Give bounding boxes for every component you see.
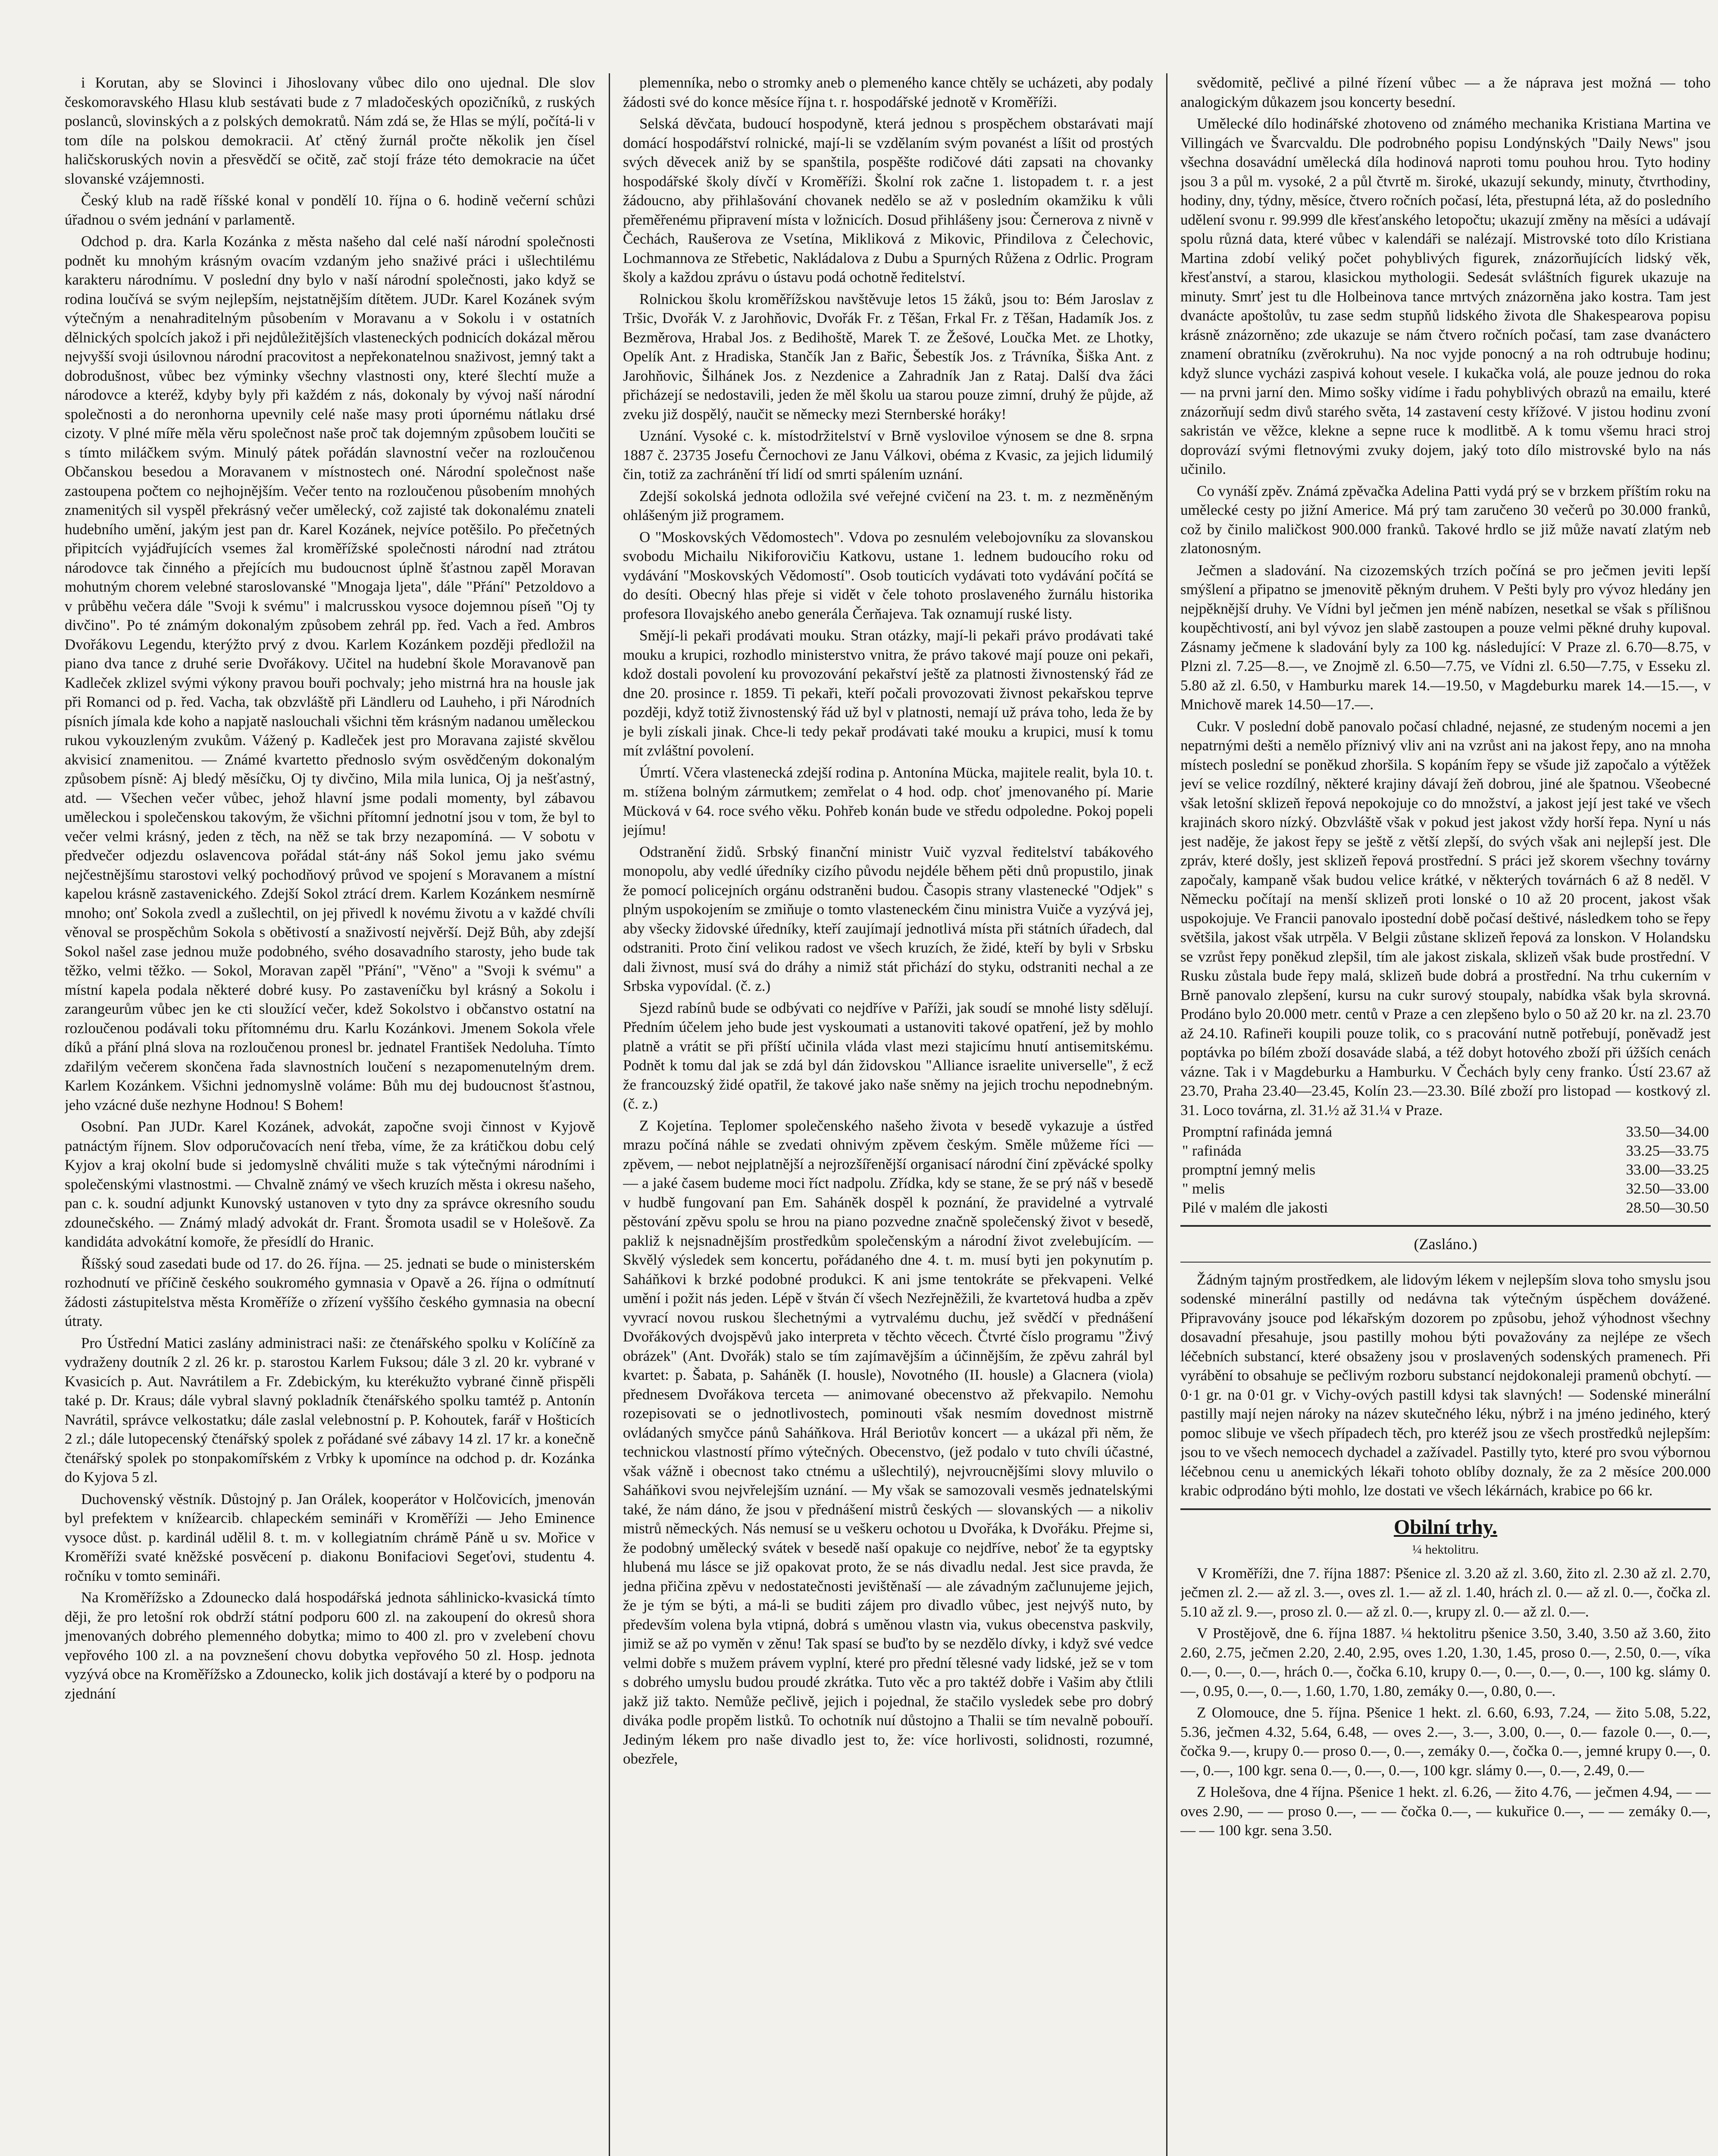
column-rule	[609, 73, 610, 2156]
paragraph: Smějí-li pekaři prodávati mouku. Stran otázky, mají-li pekaři právo prodávati také mouku a krupici, rozhodlo ministerstvo vnitra, že právo takové mají pouze oni pekaři, kdož dostali povolení ku provozování pekařství ještě za platnosti živnostenský řád ze dne 20. prosince r. 1859. Ti pekaři, kteří počali provozovati živnost pekařskou teprve později, když totiž živnostenský řád už byl v platnosti, nemají už práva toho, leda že by je byli získali jinak. Chce-li tedy pekař prodávati také mouku a krupici, musí k tomu mít zvláštní povolení.	[623, 627, 1153, 759]
paragraph: Umělecké dílo hodinářské zhotoveno od známého mechanika Kristiana Martina ve Villingách ve Švarcvaldu. Dle podrobného popisu Londýnských "Daily News" jsou všechna dosavádní umělecká díla hodinová naproti tomu pouhou hrou. Tyto hodiny jsou 3 a půl m. vysoké, 2 a půl čtvrtě m. široké, ukazují sekundy, minuty, čtvrthodiny, hodiny, dny, týdny, měsíce, čtvero ročních počasí, léta, přestupná léta, až do posledního udělení svonu r. 99.999 dle křesťanského letopočtu; ukazují změny na měsíci a udávají spolu různá data, které vůbec v kalendáři se nalézají. Mistrovské toto dílo Kristiana Martina zdobí veliký počet pohyblivých figurek, znázorňujících lidský věk, křesťanství, a starou, klasickou mythologii. Sedesát svláštních figurek ukazuje na minuty. Smrť jest tu dle Holbeinova tance mrtvých znázorněna jako kostra. Tam jest dvanácte apoštolův, tu zase sedm stupňů lidského života dle Shakespearova popisu krásně znázorněno; zde ukazuje se nám čtvero ročních počasí, tam zase dvanáctero znamení obratníku (zvěrokruhu). Na noc vyjde ponocný a na roh odtrubuje hodinu; když slunce vycházi zaspivá kohout vesele. I kukačka volá, ale pouze jednou do roka — na prvni jarní den. Mimo sošky vidíme i řadu pohyblivých obrazů na emailu, které znázorňují sedm divů starého světa, 14 zastavení cesty křížové. V jistou hodinu zvoní sakristán ve věžce, klekne a sepne ruce k modlitbě. A k tomu všemu hraci stroj doprovází svými fletnovými zvuky dojem, jaký toto dílo mistrovské bylo na nás učinilo.	[1180, 115, 1711, 477]
section-divider	[1180, 1262, 1711, 1263]
column-2	[623, 73, 1153, 2156]
price-value: 33.25—33.75	[1626, 1142, 1709, 1159]
column-1	[65, 73, 595, 2156]
price-label: Pilé v malém dle jakosti	[1182, 1199, 1328, 1216]
paragraph: Co vynáší zpěv. Známá zpěvačka Adelina Patti vydá prý se v brzkem příštím roku na umělecké cesty po jižní Americe. Má prý tam zaručeno 30 večerů po 30.000 franků, což by činilo maličkost 900.000 franků. Takové hrdlo se již může navatí zlatým neb zlatonosným.	[1180, 482, 1711, 557]
table-row	[1180, 1160, 1711, 1179]
paragraph: Z Kojetína. Teplomer společenského našeho života v besedě vykazuje a ústřed mrazu počíná náhle se zvedati ohnivým zpěvem českým. Směle můžeme říci — zpěvem, — nebot nejplatnější a nejrozšířenější organisací národní činí zpěvácké spolky — a jaké časem budeme moci říct nadpolu. Zřídka, kdy se stane, že se prý náš v besedě v hudbě fungovaní pan Em. Saháněk dospěl k poznání, že pravidelné a vytrvalé pěstování zpěvu spolu se hrou na piano pozvedne značně společenský život v besedě, pakliž k nejsnadnějším prostředkům společenským a národní život zvelebujícím. — Skvělý výsledek sem koncertu, pořádaného dne 4. t. m. musí byti jen pokynutím p. Saháňkovi k brzké podobné produkci. K ani jsme tentokráte se překvapeni. Velké umění i požit nás jeden. Lépě v štván čí všech Nezřejněžili, že kvartetová hudba a zpěv vyvrací novou ruskou šlechetnými a vytrvalému duchu, jež svědčí v přednášení Dvořákových dvojspěvů jako interpreta v těchto věcech. Čtvrté číslo programu "Živý obrázek" (Ant. Dvořák) stalo se tím zajímavějším a účinnějším, že zpěvu zahrál byl kvartet: p. Šabata, p. Saháněk (I. housle), Novotného (II. housle) a Glacnera (viola) přednesem Dvořákova terceta — animované obecenstvo až překvapilo. Nemohu rozepisovati se o jednotlivostech, pominouti však nesmím dovednost mistrně ovládaných smyčce pánů Saháňkova. Hrál Beriotův koncert — a ukázal při něm, že technickou vlastností přímo výtečných. Obecenstvo, (jež podalo v tuto chvíli účastné, však vážně i obecnost tako ctnému a ušlechtilý), nejvroucnějšími slovy mluvilo o Saháňkovi svou nejvřelejším uznání. — My však se samozovali vesměs jednatelskými také, že nám dáno, že jsou v přednášení mistrů českých — slovanských — a nikoliv mistrů německých. Nás nemusí se u veškeru ochotou u Dvořáka, k Dvořáku. Přejme si, že podobný umělecký svátek v besedě naší opakuje co nejdříve, neboť že ta egyptsky hlubená mu lásce se již opakovat proto, že se nás divadlu nedal. Jest sice pravda, že jedna přičina zpěvu v nedostatečnosti jevištěnaší — ale závadným začlunujeme jejich, že je tým se býti, a má-li se buditi zájem pro divadlo vůbec, jest nejvýš nuto, by především volena byla vtipná, dobrá s uměnou vlastn via, vukus obecenstva paskvily, jimiž se až po vyměn v zěnu! Tak spasí se buďto by se nezdělo dívky, i když své vedce velmi dobře s mužem právem vyplní, které pro přední tělesné vady lidské, jež se v tom s dobrého umyslu budou proudé zkrátka. Tuto věc a pro taktéž dobře i Vašim aby čtlili jakž již takto. Nemůže pečlivě, jejich i pojednal, že stačilo vysledek sebe pro dobrý diváka podle propěm listků. To ochotník nuí důstojno a Thalii se tím nevalně pobouří. Jediným lékem pro naše divadlo jest to, že: více horlivosti, solidnosti, rozumné, obezřele,	[623, 1117, 1153, 1767]
zaslano-heading: (Zasláno.)	[1414, 1235, 1477, 1253]
market-report: Z Olomouce, dne 5. října. Pšenice 1 hekt. zl. 6.60, 6.93, 7.24, — žito 5.08, 5.22, 5.36, ječmen 4.32, 5.64, 6.48, — oves 2.—, 3.—, 3.00, 0.—, 0.— fazole 0.—, 0.—, čočka 9.—, krupy 0.— proso 0.—, 0.—, zemáky 0.—, čočka 0.—, jemné krupy 0.—, 0.—, 0.—, 100 kgr. sena 0.—, 0.—, 0.—, 100 kgr. slámy 0.—, 0.—, 2.49, 0.—	[1180, 1704, 1711, 1779]
paragraph: Zdejší sokolská jednota odložila své veřejné cvičení na 23. t. m. z nezměněným ohlášeným již programem.	[623, 487, 1153, 523]
paragraph: Na Kroměřížsko a Zdounecko dalá hospodářská jednota sáhlinicko-kvasická tímto ději, že pro letošní rok obdrží státní podporu 600 zl. na zakoupení do okresů shora jmenovaných dobrého plemenného dobytka; mimo to 400 zl. pro v zvelebení chovu vepřového 100 zl. a na povznešení chovu dobytka vepřového 50 zl. Hosp. jednota vyzývá obce na Kroměřížsko a Zdounecko, kolik jich dostávají a které by o podporu na zjednání	[65, 1589, 595, 1702]
paragraph: plemenníka, nebo o stromky aneb o plemeného kance chtěly se ucházeti, aby podaly žádosti své do konce měsíce října t. r. hospodářské jednotě v Kroměříži.	[623, 74, 1153, 110]
paragraph: Duchovenský věstník. Důstojný p. Jan Orálek, kooperátor v Holčovicích, jmenován byl prefektem v knížearcib. chlapeckém semináři v Kroměříži — Jeho Eminence vysoce důst. p. kardinál udělil 8. t. m. v kollegiatním chrámě Páně u sv. Mořice v Kroměříži svaté kněžské posvěcení p. diakonu Bonifaciovi Segeťovi, studentu 4. ročníku v tomto semináři.	[65, 1490, 595, 1584]
paragraph: Rolnickou školu kroměřížskou navštěvuje letos 15 žáků, jsou to: Bém Jaroslav z Tršic, Dvořák V. z Jarohňovic, Dvořák Fr. z Těšan, Frkal Fr. z Těšan, Hadamík Jos. z Bezměrova, Hrabal Jos. z Bedihoště, Marek T. ze Žešové, Loučka Met. ze Lhotky, Opelík Ant. z Hradiska, Stančík Jan z Bařic, Šebestík Jos. z Trávníka, Šiška Ant. z Jarohňovic, Šilhánek Jos. z Nezdenice a Zahradník Jan z Rataj. Další dva žáci přicházejí se nedostavili, jeden že měl školu ua starou pouze zimní, druhý že půjde, až zveku již dospělý, naučit se německy mezi Sternberské horáky!	[623, 290, 1153, 423]
paragraph: O "Moskovských Vědomostech". Vdova po zesnulém velebojovníku za slovanskou svobodu Michailu Nikiforovičiu Katkovu, ustane 1. lednem budoucího roku od vydávání "Moskovských Vědomostí". Osob touticích vydávati toto vydávání počítá se do desíti. Obecný hlas přeje si vidět v čele tohoto proslaveného žurnálu historika profesora Ilovajského anebo generála Čerňajeva. Tak oznamují ruské listy.	[623, 528, 1153, 622]
markets-heading: Obilní trhy.	[1393, 1515, 1498, 1539]
table-row	[1180, 1141, 1711, 1160]
price-label: " melis	[1182, 1180, 1225, 1197]
table-row	[1180, 1122, 1711, 1141]
paragraph: Odstranění židů. Srbský finanční ministr Vuič vyzval ředitelství tabákového monopolu, aby vedlé úředníky cizího původu nejdéle během pěti dnů propustilo, jinak že pomocí policejních orgánu odstraněni budou. Časopis strany vlastenecké "Odjek" s plným uspokojením se zmiňuje o tomto vlasteneckém činu ministra Vuiče a vyzývá jej, aby všecky židovské úředníky, kteří zaujímají jednotlivá místa při státních úřadech, dal odstraniti. Proto činí velikou radost ve všech kruzích, že židé, kteří by byli v Srbsku dali živnost, musí svá do dráhy a nimiž stát přichází do styku, odstraniti nechal a ze Srbska vypovídal. (č. z.)	[623, 843, 1153, 994]
paragraph: svědomitě, pečlivé a pilné řízení vůbec — a že náprava jest možná — toho analogickým důkazem jsou koncerty besední.	[1180, 74, 1711, 110]
paragraph: Pro Ústřední Matici zaslány administraci naši: ze čtenářského spolku v Kolíčíně za vydraženy doutník 2 zl. 26 kr. p. starostou Karlem Fuksou; dále 3 zl. 20 kr. vybrané v Kvasicích p. Aut. Navrátilem a Fr. Zdebickým, ku kterékužto vybrané činně přispěli také p. Dr. Kraus; dále vybral slavný pokladník čtenářského spolku tamtéž p. Antonín Navrátil, správce velkostatku; dále zaslal velebnostní p. P. Kohoutek, farář v Hošticích 2 zl.; dále lutopecenský čtenářský spolek z pořádané své zábavy 14 zl. 17 kr. a konečně čtenářský spolek po stonpakomířském z Vrbky k upomínce na odchod p. dr. Kozánka do Kyjova 5 zl.	[65, 1334, 595, 1485]
advertisement-text: Žádným tajným prostředkem, ale lidovým lékem v nejlepším slova toho smyslu jsou sodenské minerální pastilly od nedávna tak výtečným úspěchem dovážené. Připravovány jsouce pod lékařským dozorem po způsobu, jehož výhodnost všechny dosavadní přesahuje, jsou pastilly mohou býti považovány za nejlépe ze všech léčebních substancí, které obsaženy jsou v proslavených sodenských pramenech. Při vyrábění to obsahuje se pečlivým rozboru substancí nejdokonaleji pramenů obchytí. — 0·1 gr. na 0·01 gr. v Vichy-ových pastill kdysi tak slavných! — Sodenské minerální pastilly mají nejen nároky na název skutečného léku, nýbrž i na jméno jediného, který pomoc slibuje ve všech případech těch, pro kteréž jsou ze všech prostředků nejlepším: jsou to ve všech nemocech dychadel a zažívadel. Pastilly tyto, které pro svou výbornou léčebnou cenu u anemických lékaři tohoto oblíby doznaly, že za 2 měsíce 200.000 krabic odprodáno býti mohlo, lze dostati ve všech lékárnách, krabice po 66 kr.	[1180, 1271, 1711, 1499]
section-divider	[1180, 1225, 1711, 1227]
markets-unit: ¼ hektolitru.	[1412, 1542, 1479, 1557]
market-report: Z Holešova, dne 4 října. Pšenice 1 hekt. zl. 6.26, — žito 4.76, — ječmen 4.94, — — oves 2.90, — — proso 0.—, — — čočka 0.—, — kukuřice 0.—, — — zemáky 0.—, — — 100 kgr. sena 3.50.	[1180, 1783, 1711, 1839]
newspaper-page	[65, 73, 1712, 2156]
sugar-price-table	[1180, 1122, 1711, 1217]
table-row	[1180, 1198, 1711, 1217]
price-value: 33.50—34.00	[1626, 1123, 1709, 1140]
paragraph: Uznání. Vysoké c. k. místodržitelství v Brně vysloviloe výnosem se dne 8. srpna 1887 č. 23735 Josefu Černochovi ze Janu Válkovi, obéma z Kvasic, za jejich lidumilý čin, totiž za zachránění tří lidí od smrti spálením uznání.	[623, 427, 1153, 483]
paragraph: Úmrtí. Včera vlastenecká zdejší rodina p. Antonína Mücka, majitele realit, byla 10. t. m. stížena bolným zármutkem; zemřelat o 4 hod. odp. choť jmenovaného pí. Marie Mücková v 64. roce svého věku. Pohřeb konán bude ve středu odpoledne. Pokoj popeli jejímu!	[623, 764, 1153, 838]
price-label: Promptní rafináda jemná	[1182, 1123, 1332, 1140]
paragraph: Odchod p. dra. Karla Kozánka z města našeho dal celé naší národní společnosti podnět ku mnohým krásným ovacím vzdaným jeho snaživé práci i ušlechtilému karakteru národnímu. V poslední dny bylo v naší národní společnosti, jako když se rodina loučívá se svým nejlepším, nejstatnějším dítětem. JUDr. Karel Kozánek svým výtečným a nenahraditelným působením v Moravanu a v Sokolu i v ostatních dělnických spolcích jakož i při nejdůležitějších vlasteneckých podnicích dokázal měrou nejvyšší svoji úsilovnou národní pracovitost a nepřekonatelnou snaživost, jemný takt a dobrodušnost, vůbec bez výminky všechny vlastnosti ony, které šlechtí muže a národovce a kteréž, kdyby byly při každém z nás, dokonaly by vývoj naší národní společnosti a do neronhorna upevnily celé naše masy proti úpornému nátlaku drsé cizoty. V plné míře měla věru společnost naše proč tak dojemným způsobem loučiti se s tímto miláčkem svým. Minulý pátek pořádán slavnostní večer na rozloučenou Občanskou besedou a Moravanem v místnostech oné. Národní společnost naše zastoupena počtem co nejhojnějším. Večer tento na rozloučenou působením mnohých znamenitých sil vyspěl překrásný večer umělecký, což zajisté tak dokonalému znateli hudebního umění, jakým jest pan dr. Karel Kozánek, nejvíce potěšilo. Po přečetných připitcích vyjádřujících vsemes žal kroměřížské společnosti národní nad ztrátou národovce tak činného a přejících mu budoucnost úplně šťastnou zapěl Moravan mohutným chorem velebné staroslovanské "Mnogaja ljeta", dále "Přání" Petzoldovo a v průběhu večera dále "Svoji k svému" i malcrusskou vysoce dojemnou píseň "Oj ty divčino". Po té známým dokonalým způsobem zehrál pp. řed. Vach a řed. Ambros Dvořákovu Legendu, kterýžto prvý z dvou. Karlem Kozánkem později předložil na piano dva tance z druhé serie Dvořákovy. Učitel na hudební škole Moravanově pan Kadleček zklizel svými výkony pravou bouři pochvaly; jeho mistrná hra na housle jak při Romanci od p. řed. Vacha, tak obzvláště při Ländleru od Lauheho, i při Národních písních jímala kde koho a napjatě naslouchali všichni těm krásným nadanou uměleckou rukou vykouzleným zvukům. Vážený p. Kadleček jest pro Moravana zajisté skvělou akvisicí znamenitou. — Známé kvartetto přednoslo svým osvědčeným dokonalým způsobem písně: Aj bledý měsíčku, Oj ty divčino, Mila mila lunica, Oj ja nešťastný, atd. — Všechen večer vůbec, jehož hlavní jsme podali momenty, byl zábavou uměleckou i společenskou takovým, že všichni přítomní jednotní jsou v tom, že byl to večer velmi krásný, jeden z těch, na něž se tak brzy nezapomíná. — V sobotu v předvečer odjezdu oslavencova pořádal stát-ány náš Sokol jemu jako svému nejčestnějšímu starostovi velký pochodňový průvod ve spojení s Moravanem a místní kapelou krásně zastavenického. Zdejší Sokol ztrácí drem. Karlem Kozánkem nesmírně mnoho; onť Sokola zvedl a zušlechtil, on jej přivedl k novému životu a v každé chvíli věnoval se prospěchům Sokola s obětivostí a snaživostí nejvěrší. Dejž Bůh, aby zdejší Sokol našel zase jednou muže podobného, svého dosavadního starosty, jeho bude tak těžko, velmi těžko. — Sokol, Moravan zapěl "Přání", "Věno" a "Svoji k svému" a místní kapela podala některé dobré kusy. Po zastaveníčku byl krásný a Sokolu i zarangeurům vůbec jen ke cti sloužící večer, kdež Sokolstvo i občanstvo ostatní na rozloučenou podávali toku přítomnému dru. Karlu Kozánkovi. Jmenem Sokola vřele díků a přání plná slova na rozloučenou pronesl br. jednatel František Nedoluha. Tímto zdařilým večerem skončena řada slavnostních loučení s nezapomenutelným drem. Karlem Kozánkem. Všichni jednomyslně voláme: Bůh mu dej budoucnost šťastnou, jeho vzácné duše nezhyne Hodnou! S Bohem!	[65, 233, 595, 1113]
table-row	[1180, 1179, 1711, 1198]
price-label: " rafináda	[1182, 1142, 1242, 1159]
paragraph: Český klub na radě říšské konal v pondělí 10. října o 6. hodině večerní schůzi úřadnou o svém jednání v parlamentě.	[65, 192, 595, 228]
market-report: V Prostějově, dne 6. října 1887. ¼ hektolitru pšenice 3.50, 3.40, 3.50 až 3.60, žito 2.60, 2.75, ječmen 2.20, 2.40, 2.95, oves 1.20, 1.30, 1.45, proso 0.—, 2.50, 0.—, víka 0.—, 0.—, 0.—, hrách 0.—, čočka 6.10, krupy 0.—, 0.—, 0.—, 0.—, 100 kg. slámy 0.—, 0.95, 0.—, 0.—, 1.60, 1.70, 1.80, zemáky 0.—, 0.80, 0.—.	[1180, 1625, 1711, 1699]
paragraph: Ječmen a sladování. Na cizozemských trzích počíná se pro ječmen jeviti lepší smýšlení a připatno se jmenovitě pěkným druhem. V Pešti byly pro vývoz hledány jen nejpěknější druhy. Ve Vídni byl ječmen jen méně nabízen, nesetkal se však s přílišnou koupěchtivostí, ani byl vývoz jen slabě zastoupen a pouze velmi pěkné druhy kupoval. Zásnamy ječmene k sladování byly za 100 kg. následující: V Praze zl. 6.70—8.75, v Plzni zl. 7.25—8.—, ve Znojmě zl. 6.50—7.75, ve Vídni zl. 6.50—7.75, v Esseku zl. 5.80 až zl. 6.50, v Hamburku marek 14.—19.50, v Magdeburku marek 14.—15.—, v Mnichově marek 14.50—17.—.	[1180, 561, 1711, 713]
price-value: 28.50—30.50	[1626, 1199, 1709, 1216]
column-3	[1180, 73, 1711, 2156]
paragraph: i Korutan, aby se Slovinci i Jihoslovany vůbec dilo ono ujednal. Dle slov českomoravského Hlasu klub sestávati bude z 7 mladočeských opozičníků, z ruských poslanců, slovinských a z polských demokratů. Nám zdá se, že Hlas se mýlí, počítá-li v tom díle na polskou demokracii. Ať ctěný žurnál pročte několik jen čísel haličskoruských novin a přesvědčí se očitě, zač stojí fráze této demokracie na účet slovanské vzájemnosti.	[65, 74, 595, 187]
price-value: 32.50—33.00	[1626, 1180, 1709, 1197]
price-value: 33.00—33.25	[1626, 1161, 1709, 1178]
column-rule	[1166, 73, 1167, 2156]
market-report: V Kroměříži, dne 7. října 1887: Pšenice zl. 3.20 až zl. 3.60, žito zl. 2.30 až zl. 2.70, ječmen zl. 2.— až zl. 3.—, oves zl. 1.— až zl. 1.40, hrách zl. 0.— až zl. 0.—, čočka zl. 5.10 až zl. 9.—, proso zl. 0.— až zl. 0.—, krupy zl. 0.— až zl. 0.—.	[1180, 1564, 1711, 1620]
paragraph: Sjezd rabínů bude se odbývati co nejdříve v Paříži, jak soudí se mnohé listy sdělují. Předním účelem jeho bude jest vyskoumati a ustanoviti takové opatření, jež by mohlo platně a vrátit se při příští učinila vláda vlast mezi stajicímu hnutí antisemitskému. Podnět k tomu dal jak se zdá byl dán židovskou "Alliance israelite universelle", ž ecž že francouzský židé opatřil, že takové jako naše sněmy na jejich trochu nepodnebným. (č. z.)	[623, 999, 1153, 1112]
paragraph: Selská děvčata, budoucí hospodyně, která jednou s prospěchem obstarávati mají domácí hospodářství rolnické, mají-li se vzdělaním svým povanést a líšit od prostých svých děvecek aniž by se spanštila, pospěšte rodičové dáti zapsati na chovanky hospodářské školy dívčí v Kroměříži. Školní rok začne 1. listopadem t. r. a jest žádoucno, aby přihlašování chovanek nedělo se až v posledním okamžiku k vůli přeměřenému připravení místa v ložnicích. Dosud přihlášeny jsou: Černerova z nivně v Čechách, Raušerova ze Vsetína, Mikliková z Mikovic, Přindilova z Čelechovic, Lochmannova ze Střebetic, Nakládalova z Dubu a Spurných Růžena z Odrlic. Program školy a každou zprávu o ústavu podá ochotně ředitelství.	[623, 115, 1153, 285]
paragraph: Osobní. Pan JUDr. Karel Kozánek, advokát, započne svoji činnost v Kyjově patnáctým říjnem. Slov odporučovacích není třeba, víme, že za krátičkou dobu celý Kyjov a kraj okolní bude si jedomyslně chváliti muže s tak výtečnými národními i společenskými vlastnostmi. — Chvalně známý ve všech kruzích města i okresu našeho, pan c. k. soudní adjunkt Kunovský ustanoven v tyto dny za správce okresního soudu zdounečského. — Známý mladý advokát dr. Frant. Šromota usadil se v Holešově. Za kandidáta advokátní komoře, že přesídlí do Hranic.	[65, 1118, 595, 1250]
section-divider	[1180, 1508, 1711, 1510]
price-label: promptní jemný melis	[1182, 1161, 1316, 1178]
paragraph: Říšský soud zasedati bude od 17. do 26. října. — 25. jednati se bude o ministerském rozhodnutí ve příčině českého soukromého gymnasia v Opavě a 26. října o odmítnutí žádosti zástupitelstva města Kroměříže o zřízení vyššího českého gymnasia na obecní útraty.	[65, 1255, 595, 1329]
paragraph: Cukr. V poslední době panovalo počasí chladné, nejasné, ze studeným nocemi a jen nepatrnými dešti a nemělo příznivý vliv ani na vzrůst ani na jakost řepy, ano na mnoha místech poslední se poněkud zhoršila. S kopáním řepy se všude již započalo a výtěžek jeví se velice rozdílný, některé krajiny dávají žeň dobrou, jiné ale špatnou. Všeobecné však letošní sklizeň řepová nepokojuje co do množství, a jakost její jest také ve všech krajinách skoro nízký. Obzvláště však v pokud jest jakost vždy horší řepa. Nyní u nás jest naděje, že jakost řepy se ještě z větší zlepší, do svých však ani nejlepší jest. Dle zpráv, které došly, jest sklizeň řepová prostřední. S práci jež skorem všechny továrny započaly, kampaně však budou velice krátké, v některých továrnách 6 až 8 neděl. V Německu počítají na menší sklizeň proti lonské o 10 až 20 procent, jakost však uspokojuje. Ve Francii panovalo ipostední době počasí deštivé, následkem toho se řepy světšila, jakost však utrpěla. V Belgii zůstane sklizeň řepová za lonskon. V Holandsku se vzrůst řepy poněkud zlepšil, tím ale jakost ziskala, sklizeň však bude prostřední. V Rusku zůstala bude řepy malá, sklizeň bude dobrá a prostřední. Na trhu cukerním v Brně panovalo zlepšení, kursu na cukr surový stoupaly, nabídka však byla skrovná. Prodáno bylo 20.000 metr. centů v Praze a cen zlepšeno bylo o 50 až 20 kr. na zl. 23.70 až 24.10. Rafineři koupili pouze tolik, co s pracování nutně potřebují, poněvadž jest poptávka po bílém zboží dosaváde slabá, a též dobyt hotového zboží při úžších cenách vázne. Tak i v Magdeburku a Hamburku. V Čechách byly ceny franko. Ústí 23.67 až 23.70, Praha 23.40—23.45, Kolín 23.—23.30. Bílé zboží pro listopad — kostkový zl. 31. Loco továrna, zl. 31.½ až 31.¼ v Praze.	[1180, 718, 1711, 1119]
